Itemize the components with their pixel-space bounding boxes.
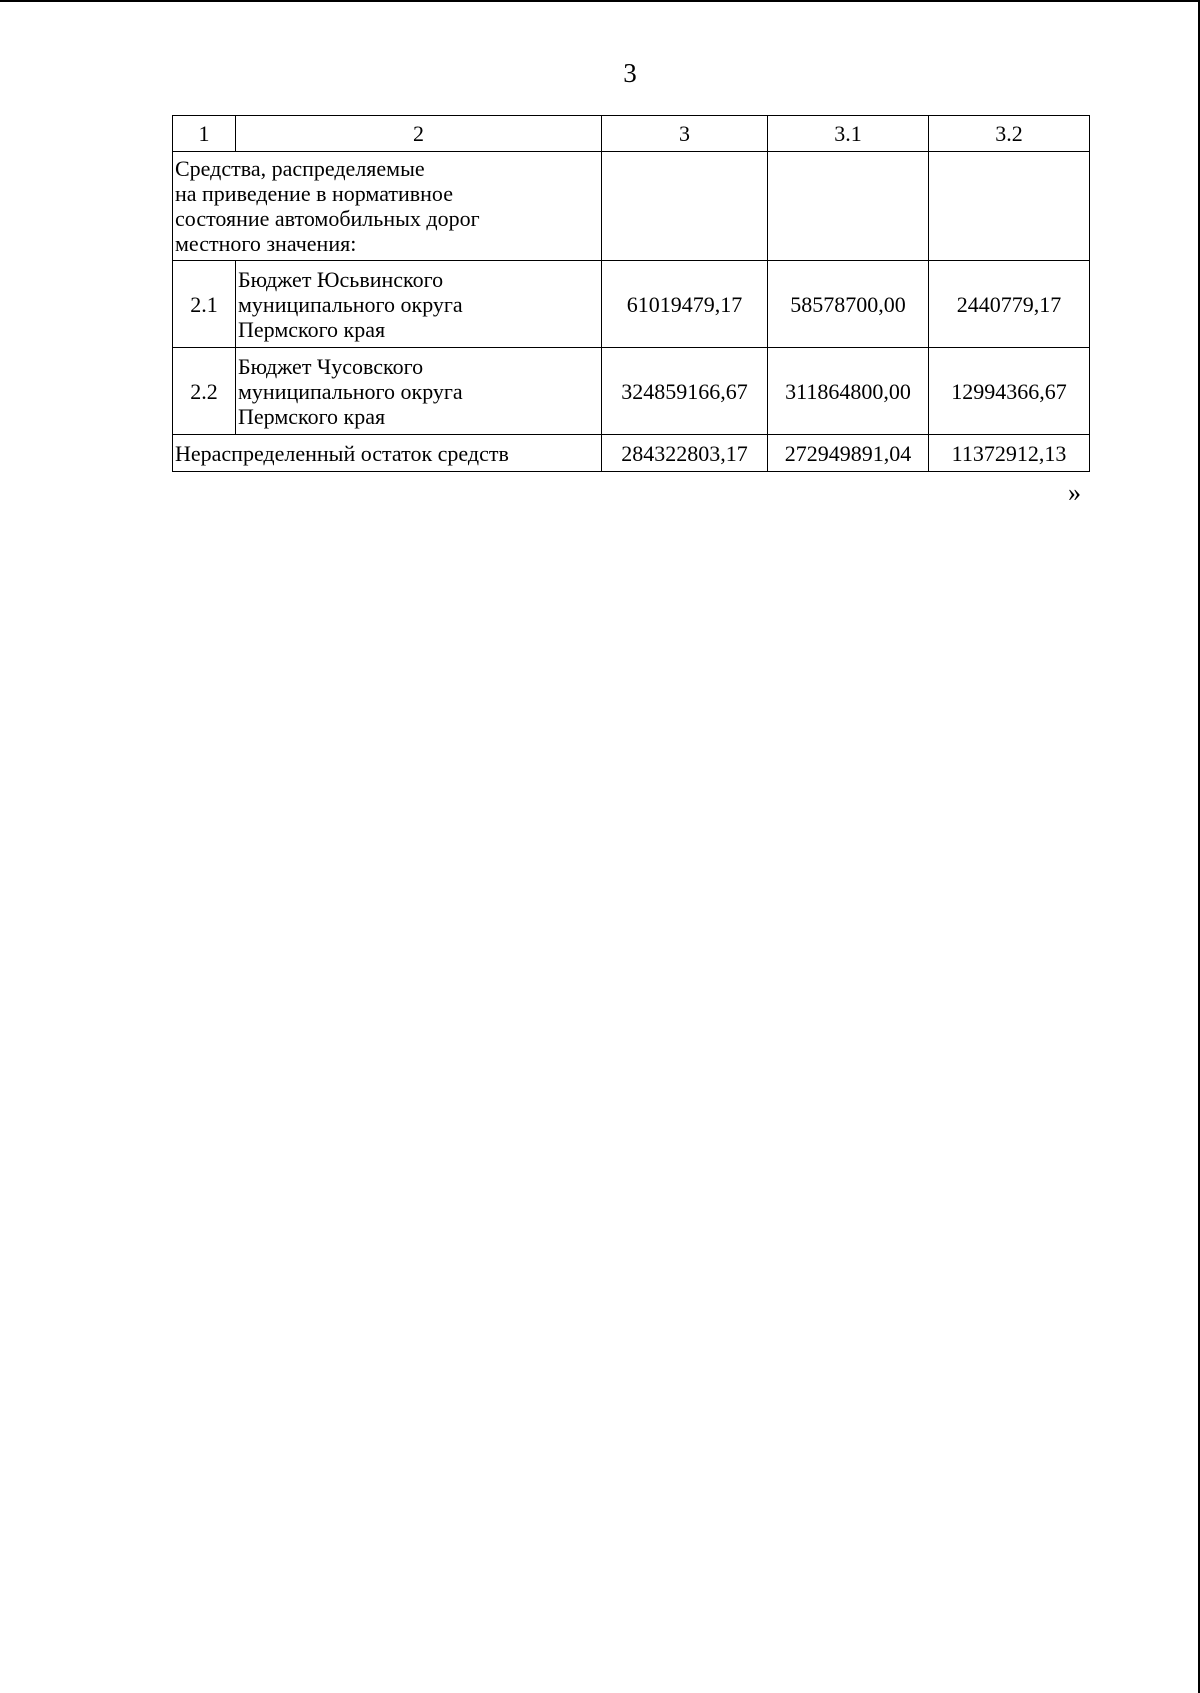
section-label: Средства, распределяемые на приведение в нормативное состояние автомобильных дорог местного значения: (173, 152, 602, 261)
row-value-3-2: 2440779,17 (929, 261, 1090, 348)
row-name: Бюджет Юсьвинского муниципального округа Пермского края (236, 261, 602, 348)
empty-cell (768, 152, 929, 261)
scan-edge-top (0, 0, 1200, 2)
table-row (173, 348, 1090, 435)
header-cell: 3.2 (929, 116, 1090, 152)
header-cell: 2 (236, 116, 602, 152)
total-value-3-2: 11372912,13 (929, 435, 1090, 472)
page-number: 3 (623, 58, 637, 88)
table-header-row (173, 116, 1090, 152)
closing-quote: » (1068, 478, 1081, 507)
table-row (173, 261, 1090, 348)
row-number: 2.2 (173, 348, 236, 435)
header-cell: 1 (173, 116, 236, 152)
empty-cell (602, 152, 768, 261)
row-value-3: 61019479,17 (602, 261, 768, 348)
row-number: 2.1 (173, 261, 236, 348)
table-section-row (173, 152, 1090, 261)
allocation-table (172, 115, 1090, 472)
header-cell: 3.1 (768, 116, 929, 152)
total-label: Нераспределенный остаток средств (173, 435, 602, 472)
empty-cell (929, 152, 1090, 261)
row-value-3: 324859166,67 (602, 348, 768, 435)
total-value-3-1: 272949891,04 (768, 435, 929, 472)
total-value-3: 284322803,17 (602, 435, 768, 472)
table-total-row (173, 435, 1090, 472)
row-value-3-1: 311864800,00 (768, 348, 929, 435)
row-value-3-1: 58578700,00 (768, 261, 929, 348)
row-name: Бюджет Чусовского муниципального округа Пермского края (236, 348, 602, 435)
header-cell: 3 (602, 116, 768, 152)
row-value-3-2: 12994366,67 (929, 348, 1090, 435)
